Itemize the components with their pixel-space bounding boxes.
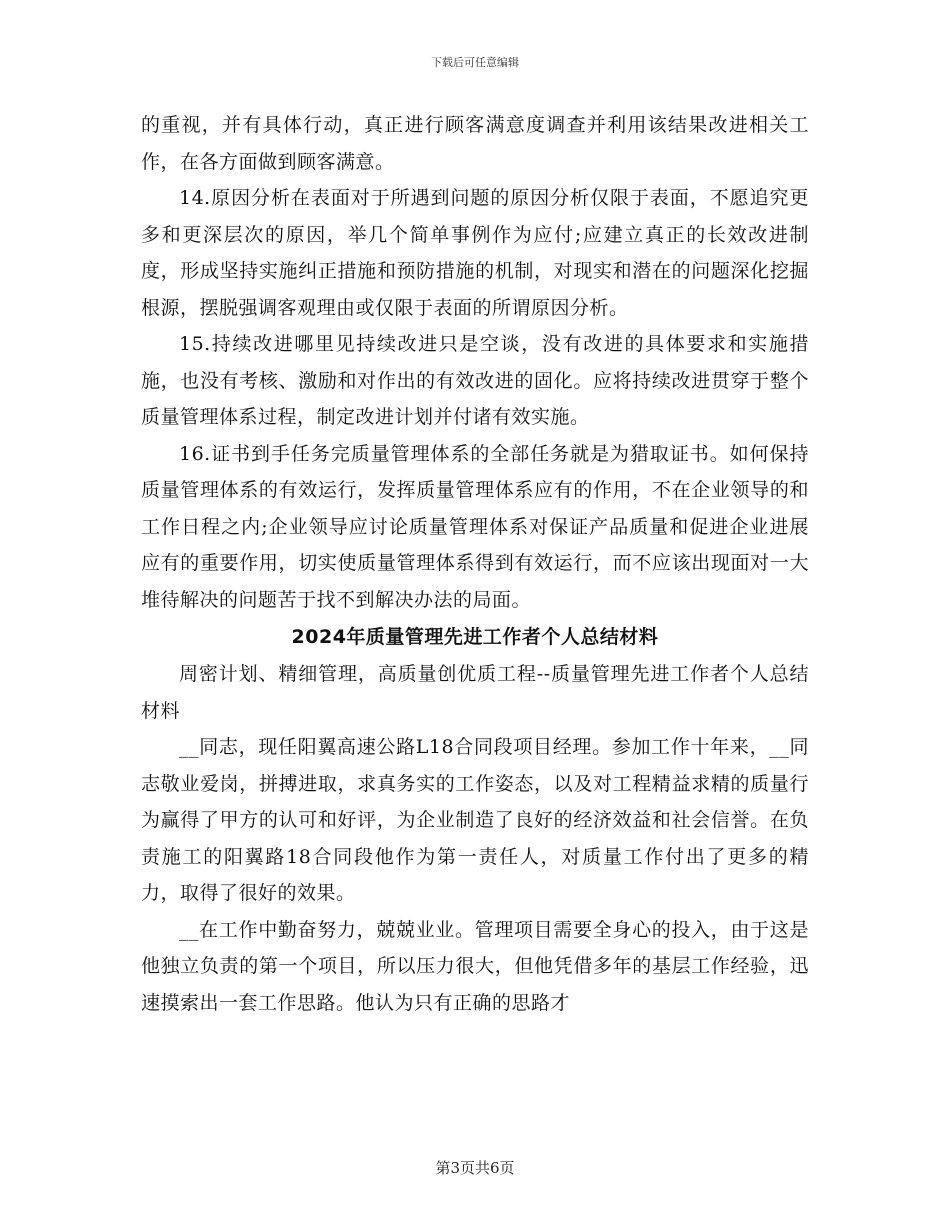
section-paragraph-work: __在工作中勤奋努力，兢兢业业。管理项目需要全身心的投入，由于这是他独立负责的第一个项目，所以压力很大，但他凭借多年的基层工作经验，迅速摸索出一套工作思路。他认为只有正确的思路才 [141, 918, 809, 1014]
document-body [141, 107, 809, 1021]
paragraph-item-16: 16.证书到手任务完质量管理体系的全部任务就是为猎取证书。如何保持质量管理体系的有效运行，发挥质量管理体系应有的作用，不在企业领导的和工作日程之内;企业领导应讨论质量管理体系对保证产品质量和促进企业进展应有的重要作用，切实使质量管理体系得到有效运行，而不应该出现面对一大堆待解决的问题苦于找不到解决办法的局面。 [141, 442, 809, 611]
paragraph-item-14: 14.原因分析在表面对于所遇到问题的原因分析仅限于表面，不愿追究更多和更深层次的原因，举几个简单事例作为应付;应建立真正的长效改进制度，形成坚持实施纠正措施和预防措施的机制，对现实和潜在的问题深化挖掘根源，摆脱强调客观理由或仅限于表面的所谓原因分析。 [141, 187, 809, 319]
section-subtitle-paragraph: 周密计划、精细管理，高质量创优质工程--质量管理先进工作者个人总结材料 [141, 663, 809, 722]
paragraph-continuation: 的重视，并有具体行动，真正进行顾客满意度调查并利用该结果改进相关工作，在各方面做到顾客满意。 [141, 114, 809, 173]
page-header: 下载后可任意编辑 [431, 56, 519, 69]
section-title: 2024年质量管理先进工作者个人总结材料 [291, 626, 659, 648]
section-paragraph-intro: __同志，现任阳翼高速公路L18合同段项目经理。参加工作十年来，__同志敬业爱岗，拼搏进取，求真务实的工作姿态，以及对工程精益求精的质量行为赢得了甲方的认可和好评，为企业制造了良好的经济效益和社会信誉。在负责施工的阳翼路18合同段他作为第一责任人，对质量工作付出了更多的精力，取得了很好的效果。 [141, 736, 809, 904]
page-number-footer: 第3页共6页 [435, 1159, 515, 1177]
paragraph-item-15: 15.持续改进哪里见持续改进只是空谈，没有改进的具体要求和实施措施，也没有考核、激励和对作出的有效改进的固化。应将持续改进贯穿于整个质量管理体系过程，制定改进计划并付诸有效实施。 [141, 333, 809, 428]
